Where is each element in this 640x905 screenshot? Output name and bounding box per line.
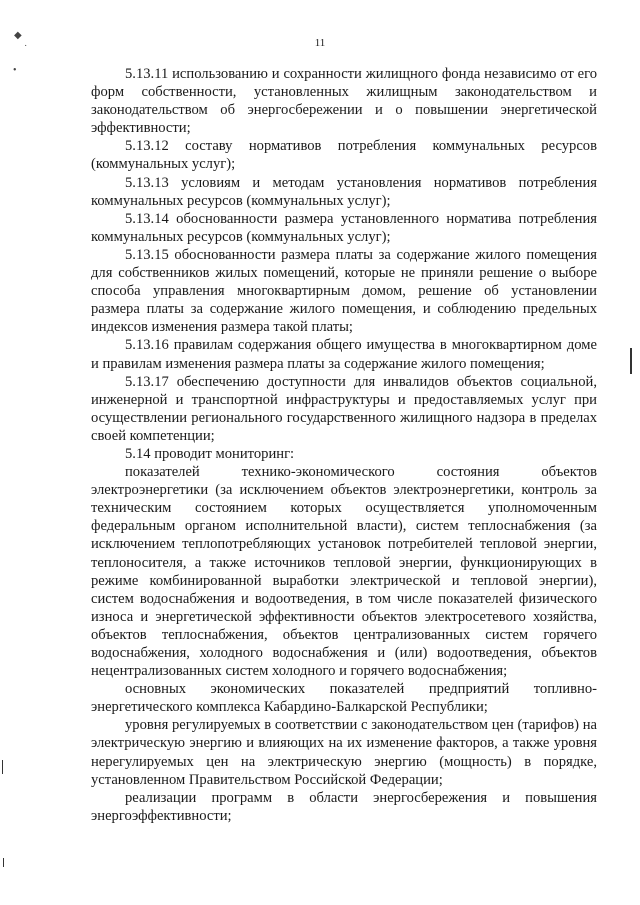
clause-5-13-17: 5.13.17 обеспечению доступности для инвалидов объектов социальной, инженерной и транспортной инфраструктуры и предоставляемых услуг при осуществлении регионального государственного жилищного надзора в пределах своей компетенции; [91, 373, 597, 444]
clause-5-13-13: 5.13.13 условиям и методам установления нормативов потребления коммунальных ресурсов (коммунальных услуг); [91, 174, 597, 209]
scan-edge-mark [3, 858, 4, 867]
scan-edge-mark [630, 348, 632, 374]
clause-5-13-11: 5.13.11 использованию и сохранности жилищного фонда независимо от его форм собственности, установленных жилищным законодательством и законодательством об энергосбережении и о повышении энергетической эффективности; [91, 66, 597, 137]
scan-dot: ◆ [14, 30, 22, 41]
clause-5-13-16: 5.13.16 правилам содержания общего имущества в многоквартирном доме и правилам изменения размера платы за содержание жилого помещения; [91, 337, 597, 372]
monitoring-item: реализации программ в области энергосбережения и повышения энергоэффективности; [91, 789, 597, 824]
clause-5-13-12: 5.13.12 составу нормативов потребления коммунальных ресурсов (коммунальных услуг); [91, 138, 597, 173]
scan-dot: • [13, 65, 17, 76]
clause-5-13-14: 5.13.14 обоснованности размера установленного норматива потребления коммунальных ресурсов (коммунальных услуг); [91, 210, 597, 245]
clause-5-14: 5.14 проводит мониторинг: [125, 445, 295, 462]
page-number: 11 [314, 37, 326, 49]
clause-5-13-15: 5.13.15 обоснованности размера платы за содержание жилого помещения для собственников жилых помещений, которые не приняли решение о выборе способа управления многоквартирным домом, решение об установлении размера платы за содержание жилого помещения, и соблюдению предельных индексов изменения размера такой платы; [91, 246, 597, 336]
monitoring-item: показателей технико-экономического состояния объектов электроэнергетики (за исключением объектов электроэнергетики, контроль за техническим состоянием которых осуществляется уполномоченным федеральным органом исполнительной власти), систем теплоснабжения (за исключением теплопотребляющих установок потребителей тепловой энергии, теплоносителя, а также источников тепловой энергии, функционирующих в режиме комбинированной выработки электрической и тепловой энергии), систем водоснабжения и водоотведения, в том числе показателей физического износа и энергетической эффективности объектов электросетевого хозяйства, объектов теплоснабжения, объектов централизованных систем горячего водоснабжения, холодного водоснабжения и (или) водоотведения, объектов нецентрализованных систем холодного и горячего водоснабжения; [91, 464, 597, 680]
document-body [91, 65, 597, 825]
scan-dot: ˙ [24, 44, 28, 55]
monitoring-item: уровня регулируемых в соответствии с законодательством цен (тарифов) на электрическую энергию и влияющих на их изменение факторов, а также уровня нерегулируемых цен на электрическую энергию (мощность) в порядке, установленном Правительством Российской Федерации; [91, 717, 597, 788]
scan-edge-mark [2, 760, 3, 774]
monitoring-item: основных экономических показателей предприятий топливно-энергетического комплекса Кабардино-Балкарской Республики; [91, 681, 597, 716]
